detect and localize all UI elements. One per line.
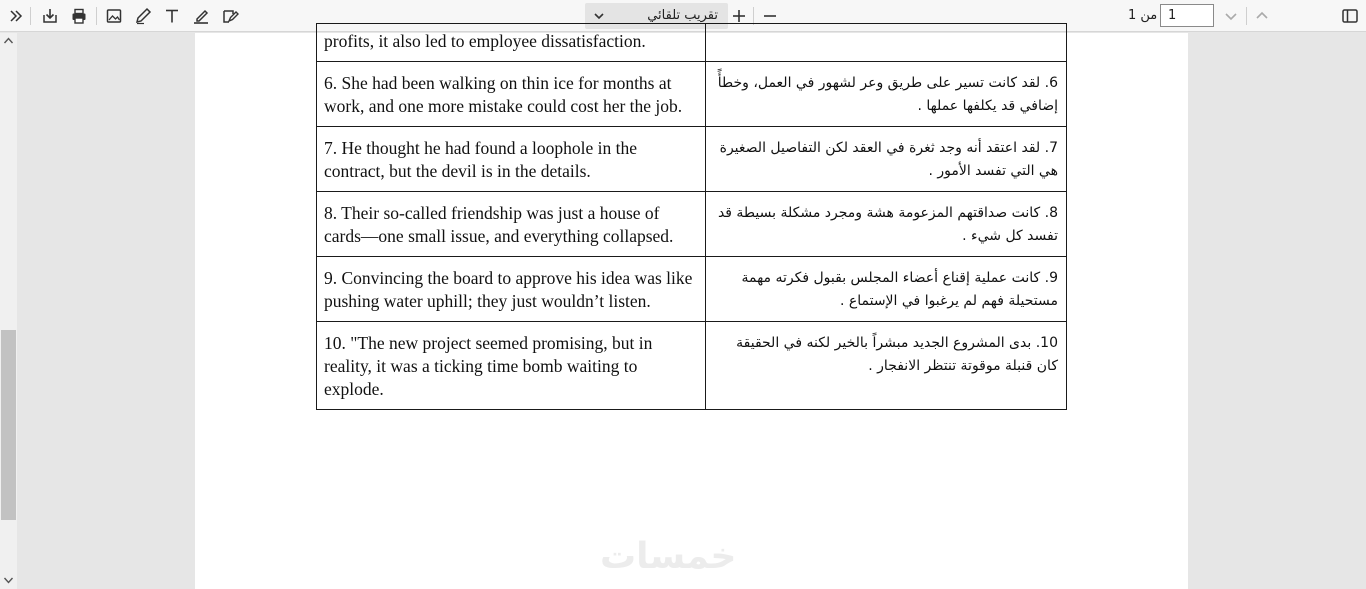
arabic-cell: 7. لقد اعتقد أنه وجد ثغرة في العقد لكن التفاصيل الصغيرة هي التي تفسد الأمور . bbox=[706, 127, 1067, 192]
table-row bbox=[317, 192, 1067, 257]
draw-icon[interactable] bbox=[133, 6, 153, 26]
scrollbar-thumb[interactable] bbox=[1, 330, 16, 520]
arabic-cell bbox=[706, 24, 1067, 62]
arabic-cell: 8. كانت صداقتهم المزعومة هشة ومجرد مشكلة بسيطة قد تفسد كل شيء . bbox=[706, 192, 1067, 257]
next-page-icon[interactable] bbox=[1221, 6, 1241, 26]
scroll-down-icon[interactable] bbox=[3, 576, 14, 585]
table-row bbox=[317, 127, 1067, 192]
zoom-label: تقريب تلقائي bbox=[647, 8, 718, 23]
watermark-logo: خمسات bbox=[600, 536, 737, 577]
page-total-label: من 1 bbox=[1128, 8, 1158, 23]
translation-table bbox=[316, 23, 1067, 410]
text-icon[interactable] bbox=[162, 6, 182, 26]
table-row bbox=[317, 24, 1067, 62]
previous-page-icon[interactable] bbox=[1252, 6, 1272, 26]
page-number-input[interactable] bbox=[1160, 4, 1214, 27]
print-icon[interactable] bbox=[69, 6, 89, 26]
image-icon[interactable] bbox=[104, 6, 124, 26]
chevron-double-right-icon[interactable] bbox=[6, 6, 26, 26]
english-cell: 6. She had been walking on thin ice for months at work, and one more mistake could cost her the job. bbox=[317, 62, 706, 127]
english-cell: 8. Their so-called friendship was just a house of cards—one small issue, and everything collapsed. bbox=[317, 192, 706, 257]
arabic-cell: 9. كانت عملية إقناع أعضاء المجلس بقبول فكرته مهمة مستحيلة فهم لم يرغبوا في الإستماع . bbox=[706, 257, 1067, 322]
english-cell: profits, it also led to employee dissatisfaction. bbox=[317, 24, 706, 62]
vertical-scrollbar[interactable] bbox=[0, 33, 17, 589]
english-cell: 10. "The new project seemed promising, but in reality, it was a ticking time bomb waiting to explode. bbox=[317, 322, 706, 410]
arabic-cell: 10. بدى المشروع الجديد مبشراً بالخير لكنه في الحقيقة كان قنبلة موقوتة تنتظر الانفجار . bbox=[706, 322, 1067, 410]
download-icon[interactable] bbox=[40, 6, 60, 26]
english-cell: 7. He thought he had found a loophole in the contract, but the devil is in the details. bbox=[317, 127, 706, 192]
table-row bbox=[317, 257, 1067, 322]
sign-icon[interactable] bbox=[220, 6, 240, 26]
chevron-down-icon bbox=[592, 9, 606, 23]
table-row bbox=[317, 322, 1067, 410]
english-cell: 9. Convincing the board to approve his idea was like pushing water uphill; they just wouldn’t listen. bbox=[317, 257, 706, 322]
pdf-page bbox=[195, 33, 1188, 589]
table-row bbox=[317, 62, 1067, 127]
sidebar-toggle-icon[interactable] bbox=[1340, 6, 1360, 26]
highlight-icon[interactable] bbox=[191, 6, 211, 26]
arabic-cell: 6. لقد كانت تسير على طريق وعر لشهور في العمل، وخطأً إضافي قد يكلفها عملها . bbox=[706, 62, 1067, 127]
scroll-up-icon[interactable] bbox=[3, 36, 14, 45]
